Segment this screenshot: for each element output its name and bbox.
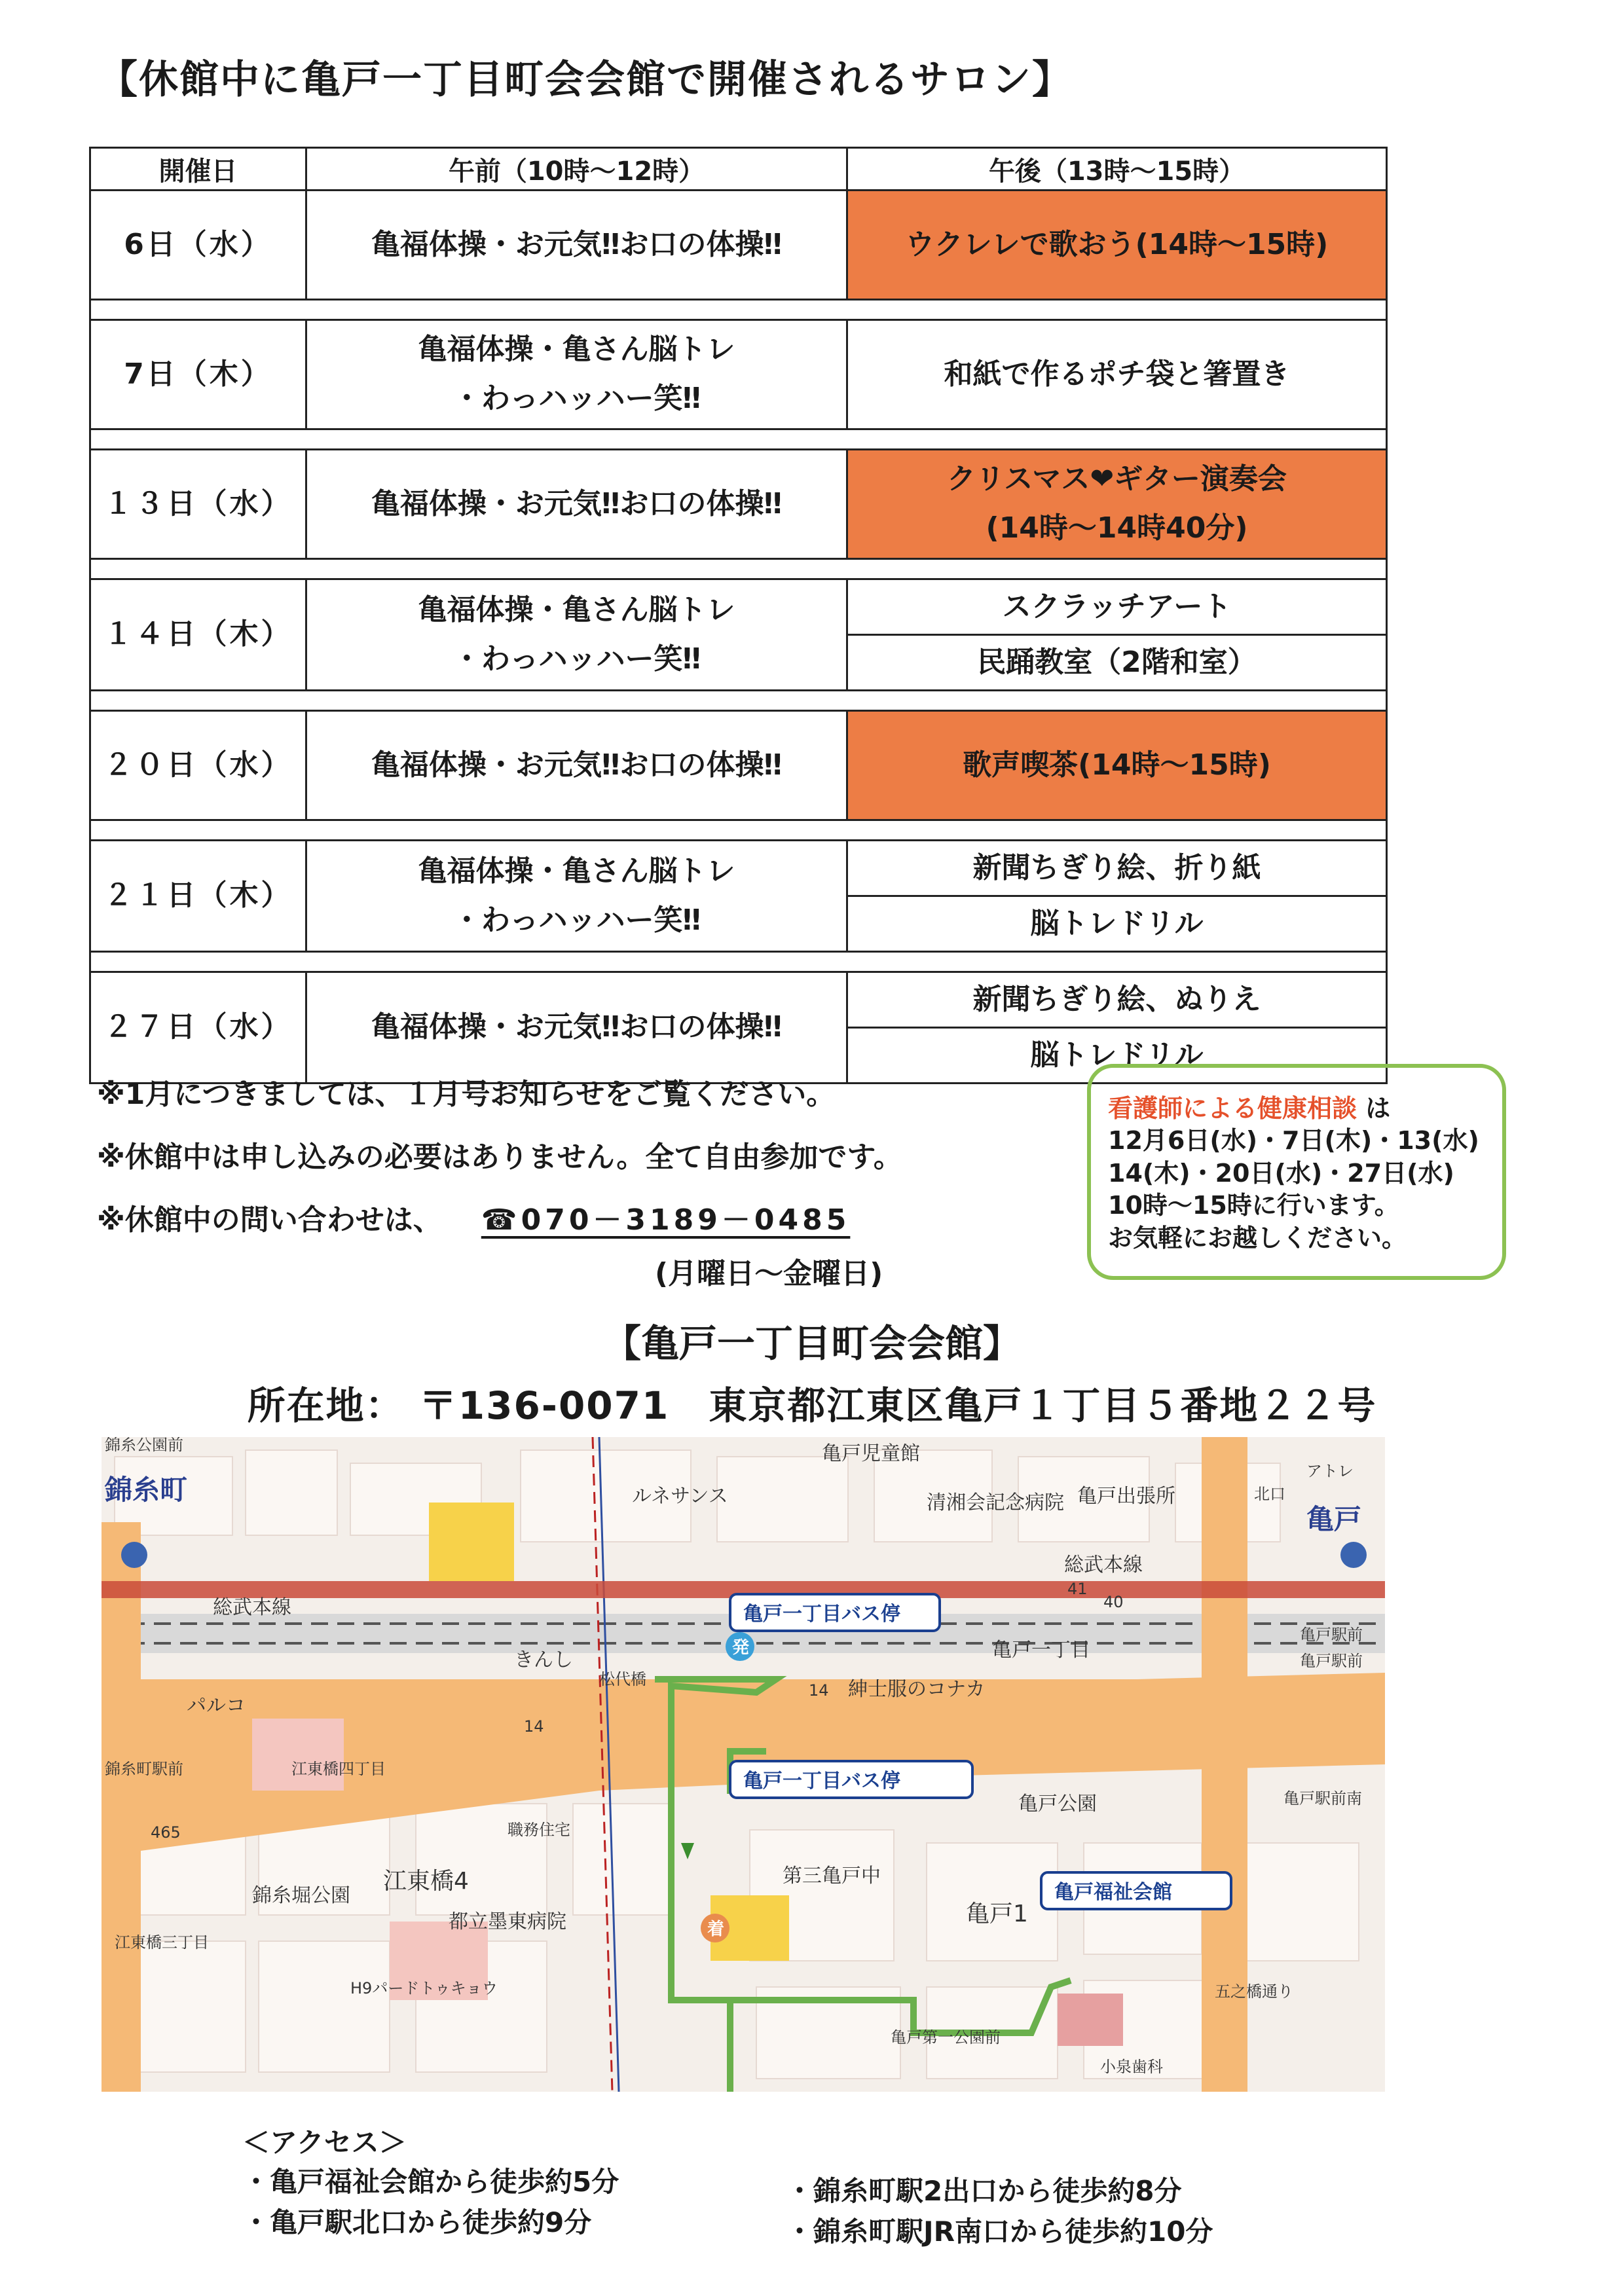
schedule-date: ２１日（木） — [90, 841, 306, 952]
header-date: 開催日 — [90, 148, 306, 191]
schedule-morning — [306, 579, 847, 691]
map-label-koizumi: 小泉歯科 — [1100, 2058, 1163, 2076]
map-label-kitaguchi: 北口 — [1254, 1485, 1285, 1503]
row-spacer-cell — [90, 820, 1387, 841]
afternoon-program-line: (14時～14時40分) — [986, 511, 1248, 545]
row-spacer — [90, 429, 1387, 450]
schedule-row — [90, 320, 1387, 429]
map-label-kinshi: きんし — [514, 1649, 573, 1671]
map-label-sobu2: 総武本線 — [1064, 1554, 1143, 1576]
header-morning: 午前（10時～12時） — [306, 148, 847, 191]
afternoon-program-line: 歌声喫茶(14時～15時) — [963, 748, 1271, 782]
consult-title-suffix: は — [1365, 1094, 1391, 1123]
row-spacer — [90, 300, 1387, 320]
map-label-daiichi-park: 亀戸第一公園前 — [891, 2028, 1001, 2047]
schedule-afternoon — [847, 579, 1387, 635]
schedule-morning — [306, 841, 847, 952]
row-spacer — [90, 820, 1387, 841]
afternoon-program-line: 新聞ちぎり絵、折り紙 — [972, 850, 1261, 884]
consult-dates-2: 14(木)・20日(水)・27日(水) — [1108, 1158, 1454, 1188]
schedule-morning — [306, 191, 847, 300]
schedule-date: 7日（木） — [90, 320, 306, 429]
schedule-afternoon — [847, 896, 1387, 952]
salon-schedule-table — [89, 147, 1388, 1084]
map-label-gonohashi: 五之橋通り — [1215, 1982, 1293, 2001]
schedule-morning — [306, 711, 847, 820]
note-january: ※1月につきましては、１月号お知らせをご覧ください。 — [97, 1078, 836, 1111]
schedule-afternoon — [847, 972, 1387, 1028]
schedule-date: ２７日（水） — [90, 972, 306, 1084]
map-bus-stop-label-1: 亀戸一丁目バス停 — [743, 1603, 900, 1626]
schedule-date: １４日（木） — [90, 579, 306, 691]
map-label-kameido-park: 亀戸公園 — [1018, 1793, 1097, 1815]
map-label-renaissance: ルネサンス — [632, 1485, 728, 1508]
row-spacer-cell — [90, 300, 1387, 320]
map-label-route14a: 14 — [809, 1681, 829, 1700]
access-map — [101, 1437, 1385, 2092]
schedule-row — [90, 841, 1387, 896]
map-label-seiwa: 清湘会記念病院 — [927, 1491, 1064, 1514]
note-inquiry-label: ※休館中の問い合わせは、 — [97, 1203, 442, 1237]
health-consultation-box — [1087, 1064, 1506, 1280]
map-label-kinshibori: 錦糸堀公園 — [252, 1884, 350, 1907]
morning-program-line: 亀福体操・お元気‼お口の体操‼ — [371, 227, 783, 261]
schedule-row — [90, 450, 1387, 559]
hall-title: 【亀戸一丁目町会会館】 — [602, 1321, 1021, 1366]
map-label-kameido-ekimae-minami: 亀戸駅前南 — [1283, 1789, 1362, 1808]
map-label-parco: パルコ — [187, 1694, 246, 1717]
row-spacer — [90, 691, 1387, 711]
row-spacer-cell — [90, 952, 1387, 972]
map-label-atre: アトレ — [1306, 1462, 1354, 1480]
schedule-row — [90, 972, 1387, 1028]
map-label-hotel: H9パードトゥキョウ — [350, 1979, 498, 1997]
map-label-matsuyobashi: 松代橋 — [599, 1670, 646, 1688]
morning-program-line: ・わっハッハー笑‼ — [452, 382, 701, 415]
map-fukushi-label: 亀戸福祉会館 — [1054, 1881, 1172, 1904]
header-afternoon: 午後（13時～15時） — [847, 148, 1387, 191]
map-label-shuchojo: 亀戸出張所 — [1077, 1485, 1175, 1508]
morning-program-line: ・わっハッハー笑‼ — [452, 642, 701, 676]
schedule-date: 6日（水） — [90, 191, 306, 300]
table-header-row — [90, 148, 1387, 191]
hall-address: 所在地： 〒136-0071 東京都江東区亀戸１丁目５番地２２号 — [247, 1383, 1377, 1428]
schedule-morning — [306, 320, 847, 429]
start-marker-label: 発 — [732, 1638, 750, 1658]
schedule-afternoon — [847, 450, 1387, 559]
morning-program-line: 亀福体操・亀さん脳トレ — [418, 854, 735, 888]
afternoon-program-line: 和紙で作るポチ袋と箸置き — [944, 357, 1290, 391]
phone-number[interactable]: ☎070－3189－0485 — [481, 1203, 851, 1237]
map-label-kinshi-park: 錦糸公園前 — [105, 1437, 183, 1454]
note-hours: (月曜日～金曜日) — [655, 1257, 883, 1290]
morning-program-line: 亀福体操・亀さん脳トレ — [418, 592, 735, 627]
map-label-kameido1: 亀戸1 — [966, 1901, 1028, 1927]
map-label-kotobashi: 江東橋四丁目 — [291, 1760, 386, 1778]
schedule-afternoon — [847, 320, 1387, 429]
schedule-morning — [306, 450, 847, 559]
afternoon-program-line: 新聞ちぎり絵、ぬりえ — [972, 982, 1261, 1016]
afternoon-program-line: クリスマス❤ギター演奏会 — [947, 462, 1287, 496]
map-label-41: 41 — [1067, 1580, 1088, 1598]
map-label-40: 40 — [1103, 1593, 1124, 1611]
map-label-route14b: 14 — [524, 1717, 544, 1736]
schedule-afternoon — [847, 635, 1387, 691]
map-label-kameido-ekimae: 亀戸駅前 — [1300, 1652, 1363, 1670]
schedule-afternoon — [847, 711, 1387, 820]
row-spacer-cell — [90, 429, 1387, 450]
schedule-date: ２０日（水） — [90, 711, 306, 820]
schedule-date: １３日（水） — [90, 450, 306, 559]
row-spacer-cell — [90, 691, 1387, 711]
morning-program-line: 亀福体操・亀さん脳トレ — [418, 333, 735, 367]
afternoon-program-line: 脳トレドリル — [1030, 1038, 1204, 1072]
map-label-sobu1: 総武本線 — [213, 1596, 291, 1619]
row-spacer — [90, 559, 1387, 579]
consult-invite: お気軽にお越しください。 — [1108, 1223, 1407, 1252]
row-spacer — [90, 952, 1387, 972]
access-item-3: ・錦糸町駅2出口から徒歩約8分 — [786, 2175, 1182, 2207]
map-label-konaka: 紳士服のコナカ — [848, 1678, 986, 1701]
afternoon-program-line: 脳トレドリル — [1030, 906, 1204, 940]
map-station-kameido: 亀戸 — [1306, 1503, 1362, 1535]
access-item-2: ・亀戸駅北口から徒歩約9分 — [242, 2206, 592, 2238]
morning-program-line: 亀福体操・お元気‼お口の体操‼ — [371, 748, 783, 782]
map-label-school: 第三亀戸中 — [783, 1865, 881, 1887]
schedule-row — [90, 579, 1387, 635]
schedule-row — [90, 711, 1387, 820]
afternoon-program-line: スクラッチアート — [1002, 589, 1232, 623]
schedule-afternoon — [847, 191, 1387, 300]
consult-time: 10時～15時に行います。 — [1108, 1191, 1399, 1220]
map-label-residence: 職務住宅 — [507, 1821, 570, 1839]
goal-marker-label: 着 — [707, 1920, 725, 1939]
morning-program-line: 亀福体操・お元気‼お口の体操‼ — [371, 486, 783, 520]
access-item-4: ・錦糸町駅JR南口から徒歩約10分 — [786, 2215, 1213, 2248]
map-bus-stop-label-2: 亀戸一丁目バス停 — [743, 1770, 900, 1793]
map-station-kinshicho: 錦糸町 — [105, 1474, 188, 1506]
map-label-kinshicho-eki: 錦糸町駅前 — [105, 1760, 183, 1778]
schedule-afternoon — [847, 841, 1387, 896]
morning-program-line: 亀福体操・お元気‼お口の体操‼ — [371, 1010, 783, 1044]
morning-program-line: ・わっハッハー笑‼ — [452, 903, 701, 937]
row-spacer-cell — [90, 559, 1387, 579]
afternoon-program-line: ウクレレで歌おう(14時～15時) — [905, 227, 1329, 261]
consult-dates-1: 12月6日(水)・7日(木)・13(水) — [1108, 1126, 1479, 1156]
note-inquiry — [97, 1196, 850, 1238]
access-item-1: ・亀戸福祉会館から徒歩約5分 — [242, 2166, 619, 2198]
map-label-route465: 465 — [151, 1823, 181, 1842]
map-label-kameido-eki: 亀戸駅前 — [1300, 1626, 1363, 1644]
map-label-hospital: 都立墨東病院 — [449, 1910, 566, 1933]
map-label-kameido1chome: 亀戸一丁目 — [992, 1639, 1090, 1662]
schedule-morning — [306, 972, 847, 1084]
afternoon-program-line: 民踊教室（2階和室） — [977, 645, 1257, 679]
note-free-participation: ※休館中は申し込みの必要はありません。全て自由参加です。 — [97, 1140, 902, 1174]
map-label-jido: 亀戸児童館 — [822, 1442, 920, 1465]
schedule-row — [90, 191, 1387, 300]
page-title: 【休館中に亀戸一丁目町会会館で開催されるサロン】 — [98, 57, 1073, 103]
map-label-kotobashi3: 江東橋三丁目 — [115, 1933, 209, 1952]
access-heading: ＜アクセス＞ — [242, 2126, 407, 2159]
consult-title: 看護師による健康相談 — [1108, 1094, 1357, 1123]
map-label-kotobashi4: 江東橋4 — [383, 1868, 469, 1895]
